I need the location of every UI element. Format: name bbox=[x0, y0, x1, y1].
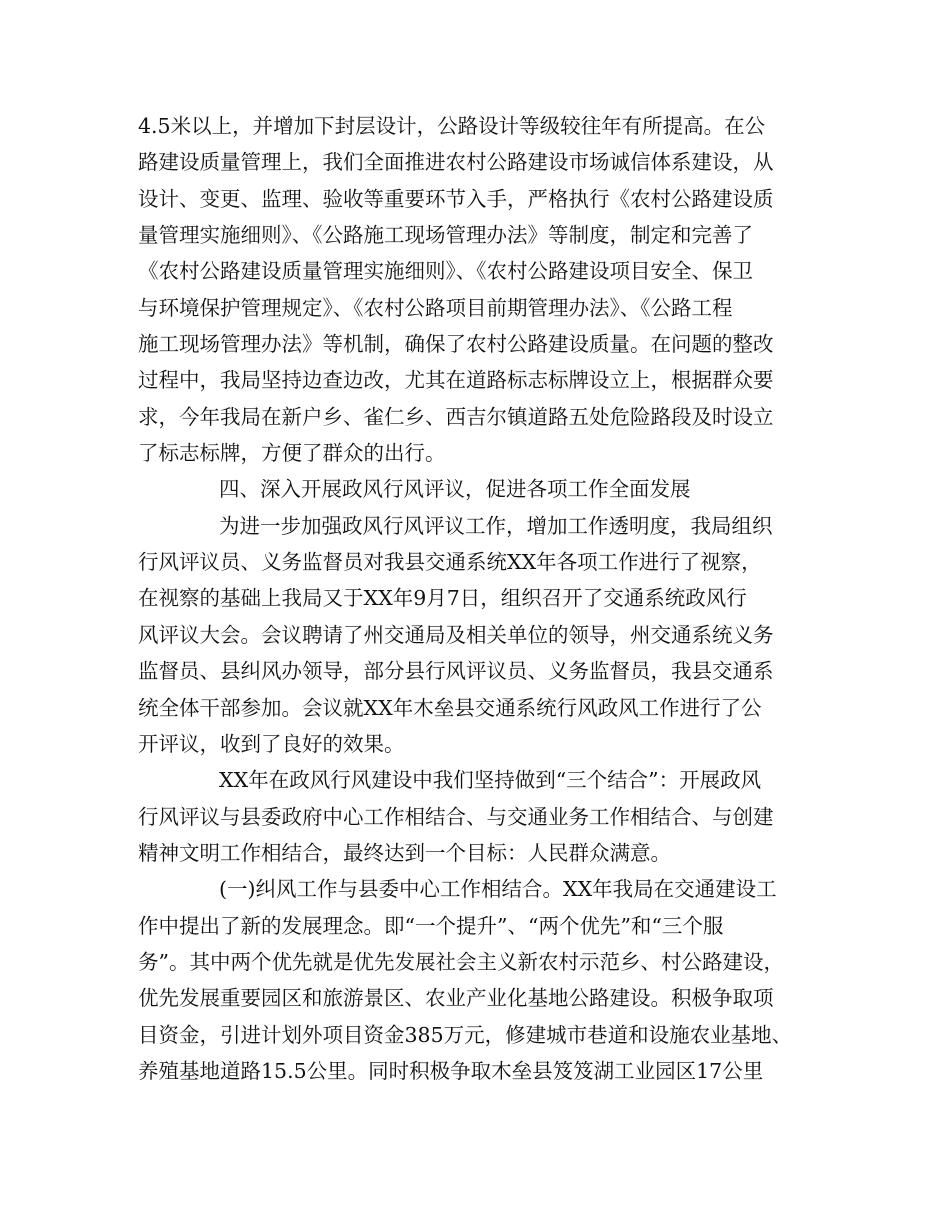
text-line: 在视察的基础上我局又于XX年9月7日，组织召开了交通系统政风行 bbox=[138, 586, 747, 611]
text-line: 行风评议与县委政府中心工作相结合、与交通业务工作相结合、与创建 bbox=[138, 804, 774, 829]
text-line: 精神文明工作相结合，最终达到一个目标：人民群众满意。 bbox=[138, 840, 671, 865]
paragraph-first-line: XX年在政风行风建设中我们坚持做到“三个结合”：开展政风 bbox=[219, 768, 762, 793]
text-line: 了标志标牌，方便了群众的出行。 bbox=[138, 441, 446, 466]
section-heading: 四、深入开展政风行风评议，促进各项工作全面发展 bbox=[219, 477, 691, 502]
text-line: 《农村公路建设质量管理实施细则》、《农村公路建设项目安全、保卫 bbox=[138, 259, 753, 284]
text-line: 优先发展重要园区和旅游景区、农业产业化基地公路建设。积极争取项 bbox=[138, 986, 774, 1011]
text-line: 量管理实施细则》、《公路施工现场管理办法》等制度，制定和完善了 bbox=[138, 223, 753, 248]
text-line: 目资金，引进计划外项目资金385万元，修建城市巷道和设施农业基地、 bbox=[138, 1022, 793, 1047]
text-line: 施工现场管理办法》等机制，确保了农村公路建设质量。在问题的整改 bbox=[138, 332, 774, 357]
text-line: 4.5米以上，并增加下封层设计，公路设计等级较往年有所提高。在公 bbox=[138, 114, 766, 138]
text-line: 风评议大会。会议聘请了州交通局及相关单位的领导，州交通系统义务 bbox=[138, 622, 774, 647]
paragraph-first-line: (一)纠风工作与县委中心工作相结合。XX年我局在交通建设工 bbox=[219, 877, 777, 902]
text-line: 过程中，我局坚持边查边改，尤其在道路标志标牌设立上，根据群众要 bbox=[138, 368, 774, 393]
text-line: 与环境保护管理规定》、《农村公路项目前期管理办法》、《公路工程 bbox=[138, 295, 733, 320]
text-line: 行风评议员、义务监督员对我县交通系统XX年各项工作进行了视察， bbox=[138, 550, 762, 575]
paragraph-first-line: 为进一步加强政风行风评议工作，增加工作透明度，我局组织 bbox=[219, 513, 773, 538]
text-line: 作中提出了新的发展理念。即“一个提升”、“两个优先”和“三个服 bbox=[138, 913, 724, 938]
text-line: 设计、变更、监理、验收等重要环节入手，严格执行《农村公路建设质 bbox=[138, 186, 774, 211]
text-line: 求，今年我局在新户乡、雀仁乡、西吉尔镇道路五处危险路段及时设立 bbox=[138, 404, 774, 429]
text-line: 开评议，收到了良好的效果。 bbox=[138, 731, 405, 756]
body-text bbox=[138, 108, 818, 1089]
text-line: 统全体干部参加。会议就XX年木垒县交通系统行风政风工作进行了公 bbox=[138, 695, 762, 720]
text-line: 路建设质量管理上，我们全面推进农村公路建设市场诚信体系建设，从 bbox=[138, 150, 774, 175]
text-line: 监督员、县纠风办领导，部分县行风评议员、义务监督员，我县交通系 bbox=[138, 659, 774, 684]
text-line: 务”。其中两个优先就是优先发展社会主义新农村示范乡、村公路建设， bbox=[138, 949, 784, 974]
text-line: 养殖基地道路15.5公里。同时积极争取木垒县笈笈湖工业园区17公里 bbox=[138, 1058, 764, 1083]
